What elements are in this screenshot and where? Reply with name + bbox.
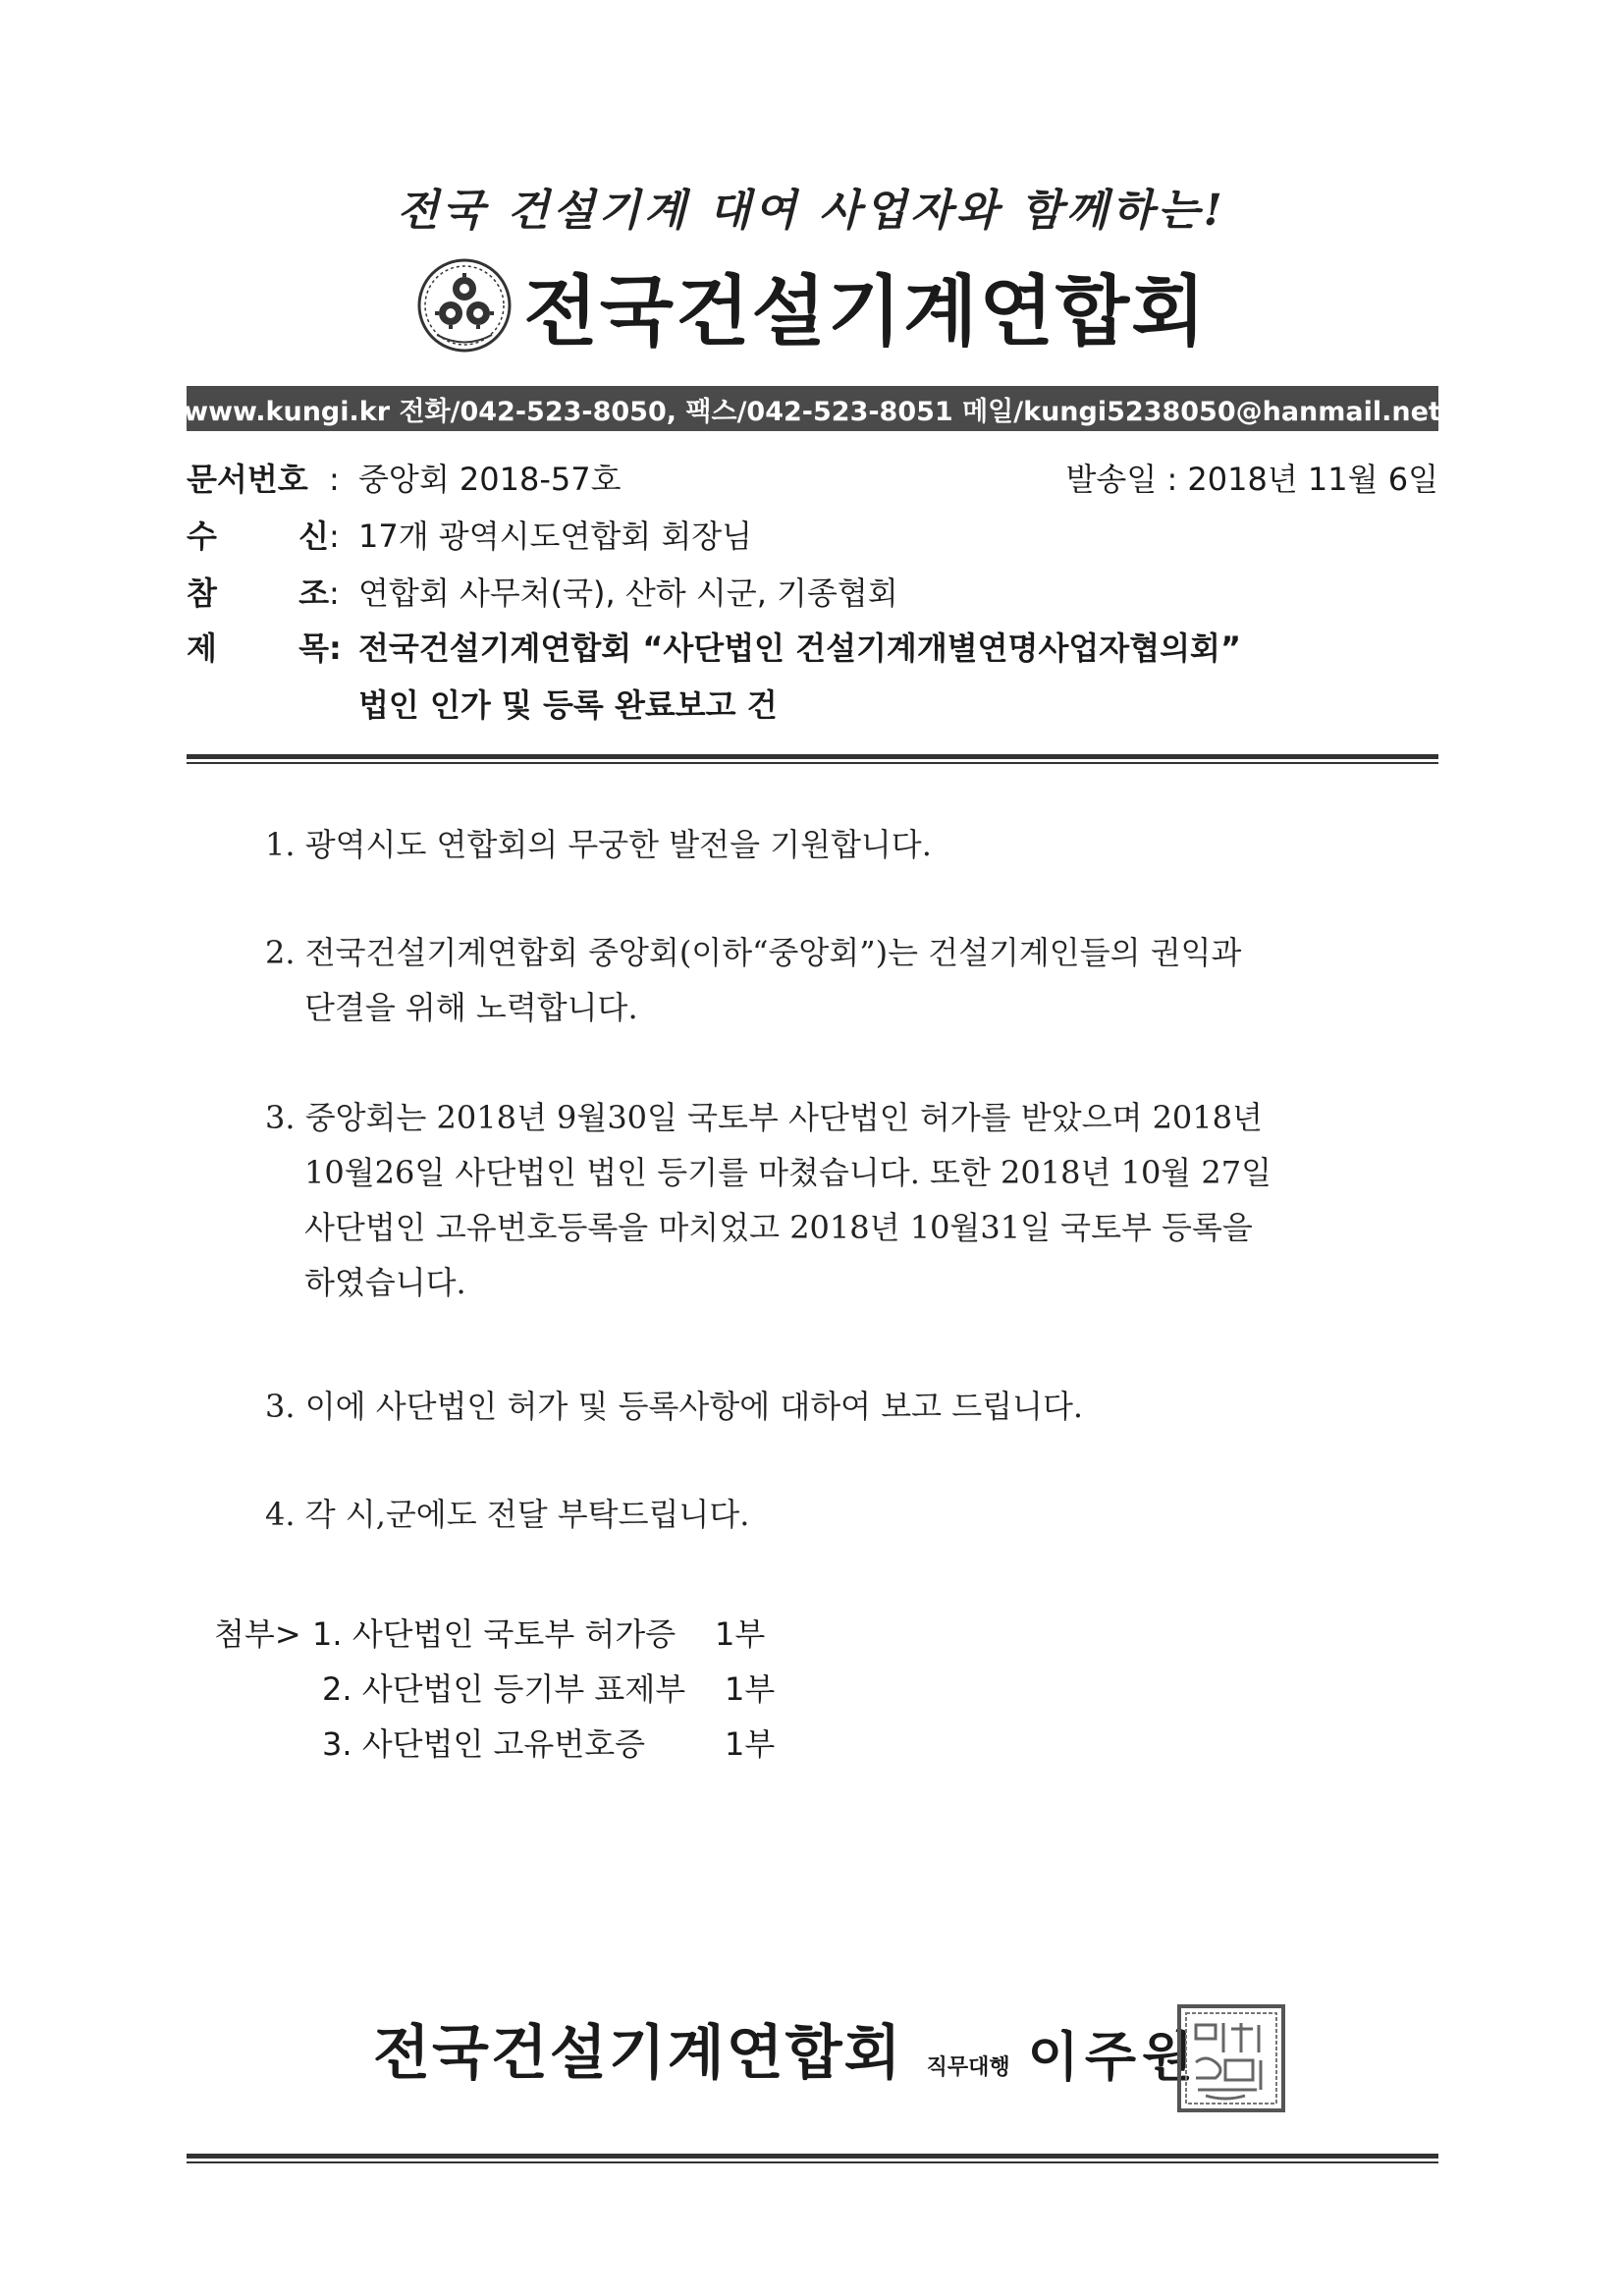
subject-line2: 법인 인가 및 등록 완료보고 건 <box>358 686 778 724</box>
reference-value: 연합회 사무처(국), 산하 시군, 기종협회 <box>358 574 898 612</box>
colon: : <box>329 629 342 667</box>
paragraph-3-line-2: 10월26일 사단법인 법인 등기를 마쳤습니다. 또한 2018년 10월 27일 <box>304 1154 1272 1191</box>
recipient-row <box>187 517 1438 556</box>
reference-row <box>187 574 1438 613</box>
colon: : <box>1166 461 1178 498</box>
reference-label: 참 조 <box>187 574 329 612</box>
paragraph-3-line-4: 하였습니다. <box>304 1264 466 1301</box>
paragraph-2-line-1: 2. 전국건설기계연합회 중앙회(이하“중앙회”)는 건설기계인들의 권익과 <box>265 934 1242 971</box>
attachment-item <box>214 1717 775 1772</box>
attachments <box>214 1607 775 1772</box>
paragraph-2-line-2: 단결을 위해 노력합니다. <box>304 989 638 1026</box>
attachment-item <box>214 1607 775 1662</box>
paragraph-3-line-3: 사단법인 고유번호등록을 마치었고 2018년 10월31일 국토부 등록을 <box>304 1209 1253 1246</box>
subject-row <box>187 629 1438 668</box>
attachment-name: 2. 사단법인 등기부 표제부 <box>322 1670 686 1708</box>
paragraph-3-line-1: 3. 중앙회는 2018년 9월30일 국토부 사단법인 허가를 받았으며 2018년 <box>265 1099 1263 1136</box>
paragraph-5-text: 4. 각 시,군에도 전달 부탁드립니다. <box>265 1496 750 1533</box>
recipient-value: 17개 광역시도연합회 회장님 <box>358 518 753 555</box>
letterhead-org-row <box>0 250 1623 360</box>
send-date-label: 발송일 <box>1065 461 1158 498</box>
send-date-row <box>1066 460 1438 499</box>
official-seal-icon <box>1176 2003 1286 2113</box>
paragraph-5 <box>265 1487 1365 1542</box>
gear-emblem-icon <box>415 256 514 355</box>
footer-divider <box>187 2154 1438 2163</box>
signature-role: 직무대행 <box>926 2055 1010 2080</box>
send-date-value: 2018년 11월 6일 <box>1187 461 1438 498</box>
attachment-qty: 1부 <box>725 1725 776 1763</box>
attachment-item <box>214 1662 775 1717</box>
signature-row <box>373 2006 1199 2091</box>
paragraph-3 <box>265 1090 1365 1310</box>
attachment-qty: 1부 <box>725 1670 776 1708</box>
attachment-name: 1. 사단법인 국토부 허가증 <box>312 1615 676 1653</box>
paragraph-1 <box>265 817 1365 872</box>
paragraph-2 <box>265 925 1365 1035</box>
header-divider <box>187 754 1438 764</box>
subject-label: 제 목 <box>187 629 329 667</box>
attachments-label: 첨부> <box>214 1615 301 1653</box>
subject-line1: 전국건설기계연합회 “사단법인 건설기계개별연명사업자협의회” <box>358 629 1241 667</box>
paragraph-1-text: 1. 광역시도 연합회의 무궁한 발전을 기원합니다. <box>265 826 932 863</box>
org-name-title: 전국건설기계연합회 <box>523 268 1208 356</box>
contact-bar: www.kungi.kr 전화/042-523-8050, 팩스/042-523-8051 메일/kungi5238050@hanmail.net <box>187 386 1438 431</box>
signature-name: 이주원 <box>1027 2025 1200 2088</box>
doc-number-label: 문서번호 <box>187 461 308 498</box>
recipient-label: 수 신 <box>187 518 329 555</box>
subject-row-2 <box>358 685 1438 725</box>
attachment-name: 3. 사단법인 고유번호증 <box>322 1725 646 1763</box>
attachment-qty: 1부 <box>715 1615 766 1653</box>
colon: : <box>329 518 340 555</box>
signature-org: 전국건설기계연합회 <box>373 2019 903 2088</box>
paragraph-4-text: 3. 이에 사단법인 허가 및 등록사항에 대하여 보고 드립니다. <box>265 1388 1084 1425</box>
doc-number-value: 중앙회 2018-57호 <box>358 461 622 498</box>
colon: : <box>329 574 340 612</box>
slogan: 전국 건설기계 대여 사업자와 함께하는! <box>397 186 1226 236</box>
paragraph-4 <box>265 1379 1365 1434</box>
colon: : <box>329 461 340 498</box>
